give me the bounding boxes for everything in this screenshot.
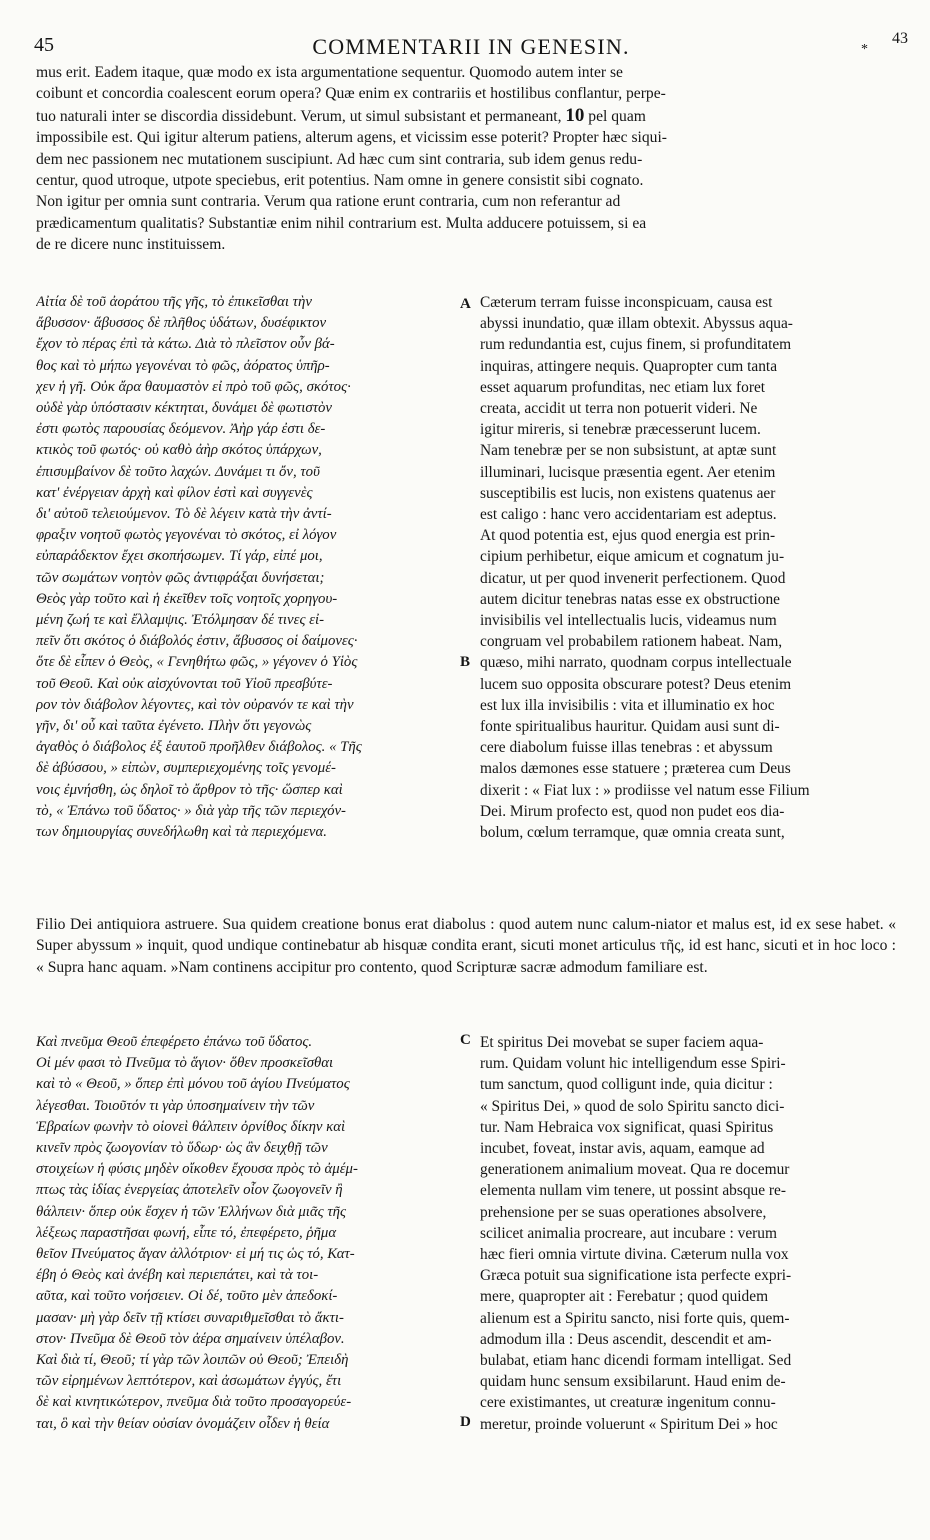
text-line: mus erit. Eadem itaque, quæ modo ex ista argumentatione sequentur. Quomodo autem inter se <box>36 64 623 81</box>
text-line: impossibile est. Qui igitur alterum patiens, alterum agens, et vicissim esse poterit? Propter hæc siqui- <box>36 129 667 147</box>
greek-text-line: ται, ὃ καὶ τὴν θείαν οὐσίαν ὀνομάζειν οἶδεν ἡ θεία <box>36 1415 330 1432</box>
text-line-suffix: pel quam <box>588 107 646 125</box>
latin-text-line: generationem animalium moveat. Qua re docemur <box>480 1161 790 1179</box>
greek-text-line: ἔχον τὸ πέρας ἐπὶ τὰ κάτω. Διὰ τὸ πλεῖστον οὖν βά- <box>36 336 335 353</box>
text-line: Filio Dei antiquiora astruere. Sua quidem creatione bonus erat diabolus : quod autem nunc calum- <box>36 916 656 933</box>
latin-text-line: scilicet animalia procreare, aut incubare : verum <box>480 1224 777 1242</box>
column-number-10: 10 <box>565 104 585 126</box>
greek-text-line: Αἰτία δὲ τοῦ ἀοράτου τῆς γῆς, τὸ ἐπικεῖσθαι τὴν <box>36 294 312 310</box>
greek-text-line: ἄβυσσον· ἄβυσσος δὲ πλῆθος ὑδάτων, δυσέφικτον <box>36 315 327 332</box>
middle-paragraph <box>36 914 896 978</box>
latin-text-line: est caligo : hanc vero accidentariam est adeptus. <box>480 506 777 524</box>
latin-text-line: fonte spiritualibus hauritur. Quidam ausi sunt di- <box>480 718 780 736</box>
text-line: dem nec passionem nec mutationem suscipiunt. Ad hæc cum sint contraria, sub idem genus redu- <box>36 150 643 168</box>
greek-text-line: ὅτε δὲ εἶπεν ὁ Θεὸς, « Γενηθήτω φῶς, » γέγονεν ὁ Υἱὸς <box>36 654 358 671</box>
latin-column-1 <box>480 292 895 843</box>
greek-text-line: των δημιουργίας συνεδήλωθη καὶ τὰ περιεχόμενα. <box>36 824 327 841</box>
greek-text-line: φραξιν νοητοῦ φωτὸς γεγονέναι τὸ σκότος, εἰ λόγον <box>36 527 337 544</box>
greek-text-line: στοιχείων ἡ φύσις μηδὲν οἴκοθεν ἔχουσα πρὸς τὸ ἀμέμ- <box>36 1161 358 1178</box>
text-line: centur, quod utroque, utpote speciebus, erit potentius. Nam omne in genere consistit sibi cognato. <box>36 172 644 190</box>
greek-text-line: λέξεως παραστῆσαι φωνή, εἶπε τό, ἐπεφέρετο, ῥῆμα <box>36 1224 337 1241</box>
latin-text-line: incubet, foveat, instar avis, aquam, eamque ad <box>480 1140 765 1158</box>
greek-text-line: ἐστι φωτὸς παρουσίας δεόμενον. Ἀὴρ γάρ ἐστι δε- <box>36 421 326 438</box>
greek-text-line: δὲ ἀβύσσου, » εἰπὼν, συμπεριεχομένης τοῖς γενομέ- <box>36 760 336 777</box>
text-line: Nam continens accipitur pro contento, quod Scripturæ sacræ admodum familiare est. <box>178 958 708 976</box>
running-title: COMMENTARII IN GENESIN. <box>312 34 630 59</box>
greek-text-line: κατ' ἐνέργειαν ἀρχὴ καὶ φίλον ἐστὶ καὶ συγγενὲς <box>36 484 313 501</box>
latin-text-line: illuminari, lucisque præsentia egent. Aer etenim <box>480 463 776 481</box>
latin-text-line: esset aquarum profunditas, nec etiam lux foret <box>480 378 766 396</box>
text-line: prædicamentum qualitatis? Substantiæ enim nihil contrarium est. Multa adducere potuissem, si ea <box>36 214 647 232</box>
greek-text-line: αῦτα, καὶ τοῦτο νοήσειεν. Οἱ δέ, τοῦτο μὲν ἀπεδοκί- <box>36 1288 338 1305</box>
latin-text-line: Nam tenebræ per se non subsistunt, at aptæ sunt <box>480 442 777 460</box>
latin-text-line: Cæterum terram fuisse inconspicuam, causa est <box>480 294 773 311</box>
greek-text-line: θος καὶ τὸ μήπω γεγονέναι τὸ φῶς, ἀόρατος ὑπῆρ- <box>36 357 330 374</box>
latin-text-line: cere diabolum fuisse illas tenebras : et abyssum <box>480 739 773 757</box>
latin-text-line: elementa nullam vim tenere, ut possint absque re- <box>480 1182 787 1200</box>
greek-text-line: θάλπειν· ὅπερ οὐκ ἔσχεν ἡ τῶν Ἑλλήνων διὰ μιᾶς τῆς <box>36 1203 347 1220</box>
latin-text-line: Græca potuit sua significatione ista perfecte expri- <box>480 1267 792 1285</box>
greek-text-line: οὐδὲ γὰρ ὑπόστασιν κέκτηται, δυνάμει δὲ φωτιστὸν <box>36 400 332 417</box>
latin-text-line: hæc fieri omnia virtute divina. Cæterum nulla vox <box>480 1246 789 1264</box>
latin-text-line: malos dæmones esse statuere ; præterea cum Deus <box>480 760 791 778</box>
greek-text-line: εὐπαράδεκτον ἔχει σκοπήσωμεν. Τί γάρ, εἰπέ μοι, <box>36 548 323 565</box>
greek-text-line: νοις ἐμνήσθη, ὡς δηλοῖ τὸ ἄρθρον τὸ τῆς· ὥσπερ καὶ <box>36 781 343 798</box>
latin-text-line: dixerit : « Fiat lux : » prodiisse vel natum esse Filium <box>480 781 810 799</box>
latin-text-line: cere existimantes, ut creaturæ ingenitum connu- <box>480 1394 776 1412</box>
greek-text-line: δὲ καὶ κινητικώτερον, πνεῦμα διὰ τοῦτο προσαγορεύε- <box>36 1394 352 1411</box>
greek-text-line: γῆν, δι' οὗ καὶ ταῦτα ἐγένετο. Πλὴν ὅτι γεγονὼς <box>36 718 312 735</box>
latin-text-line: « Spiritus Dei, » quod de solo Spiritu sancto dici- <box>480 1097 785 1115</box>
latin-text-line: quæso, mihi narrato, quodnam corpus intellectuale <box>480 654 792 672</box>
greek-text-line: χεν ἡ γῆ. Οὐκ ἄρα θαυμαστὸν εἰ πρὸ τοῦ φῶς, σκότος· <box>36 378 351 395</box>
latin-text-line: admodum illa : Deus ascendit, descendit et am- <box>480 1330 772 1348</box>
text-line: de re dicere nunc instituissem. <box>36 236 226 254</box>
greek-text-line: έβη ὁ Θεὸς καὶ ἀνέβη καὶ περιεπάτει, καὶ τὰ τοι- <box>36 1267 319 1284</box>
latin-text-line: mere, quapropter ait : Ferebatur ; quod quidem <box>480 1288 769 1306</box>
greek-text-line: μένη ζωή τε καὶ ἔλλαμψις. Ἐτόλμησαν δέ τινες εἰ- <box>36 612 325 629</box>
latin-text-line: autem dicitur tenebras natas esse ex obstructione <box>480 590 781 608</box>
text-line: tuo naturali inter se discordia dissidebunt. Verum, ut simul subsistant et permaneant, <box>36 107 562 125</box>
greek-text-line: Θεὸς γὰρ τοῦτο καὶ ἡ ἐκεῖθεν τοῖς νοητοῖς χορηγου- <box>36 590 338 607</box>
greek-text-line: καὶ τὸ « Θεοῦ, » ὅπερ ἐπὶ μόνου τοῦ ἁγίου Πνεύματος <box>36 1076 350 1093</box>
latin-text-line: abyssi inundatio, quæ illam obtexit. Abyssus aqua- <box>480 315 793 333</box>
latin-text-line: bolum, cœlum terramque, quæ omnia creata sunt, <box>480 824 785 842</box>
greek-text-line: θεῖον Πνεύματος ἄγαν ἀλλότριον· εἰ μή τις ὡς τό, Κατ- <box>36 1246 355 1263</box>
greek-text-line: Καὶ πνεῦμα Θεοῦ ἐπεφέρετο ἐπάνω τοῦ ὕδατος. <box>36 1034 313 1050</box>
intro-paragraph <box>36 62 896 256</box>
latin-text-line: lucem suo opposita obscurare potest? Deus etenim <box>480 675 792 693</box>
greek-text-line: τοῦ Θεοῦ. Καὶ οὐκ αἰσχύνονται τοῦ Υἱοῦ πρεσβύτε- <box>36 675 333 692</box>
greek-text-line: στον· Πνεῦμα δὲ Θεοῦ τὸν ἀέρα σημαίνειν ὑπέλαβον. <box>36 1330 345 1347</box>
latin-text-line: tum sanctum, quod colligunt inde, quia dicitur : <box>480 1076 773 1094</box>
greek-text-line: τῶν σωμάτων νοητὸν φῶς ἀντιφράξαι δυνήσεται; <box>36 569 325 586</box>
greek-text-line: τῶν εἰρημένων λεπτότερον, καὶ ἀσωμάτων ἐγγύς, ἔτι <box>36 1373 342 1390</box>
latin-text-line: inquiras, attingere nequis. Quapropter cum tanta <box>480 357 778 375</box>
greek-text-line: Ἑβραίων φωνὴν τὸ οἱονεὶ θάλπειν ὀρνίθος δίκην καὶ <box>36 1118 346 1135</box>
latin-text-line: cipium perhibetur, eique amicum et cognatum ju- <box>480 548 785 566</box>
latin-text-line: prehensione per se suas operationes absolvere, <box>480 1203 767 1221</box>
text-line: coibunt et concordia coalescent eorum opera? Quæ enim ex contrariis et hostilibus conflantur, perpe- <box>36 85 666 103</box>
greek-text-line: ἐπισυμβαίνον δὲ τοῦτο λαχών. Δυνάμει τι ὄν, τοῦ <box>36 463 320 480</box>
text-line: quæ condita erant, sicuti monet articulus τῆς, id est hanc, sicuti et in hoc loco : « Supra hanc aquam. » <box>36 937 897 976</box>
greek-text-line: πεῖν ὅτι σκότος ὁ διάβολός ἐστιν, ἄβυσσος οἱ δαίμονες· <box>36 633 358 650</box>
greek-text-line: λέγεσθαι. Τοιοῦτόν τι γὰρ ὑποσημαίνειν τὴν τῶν <box>36 1097 315 1114</box>
greek-text-line: κτικὸς τοῦ φωτός· οὐ καθὸ ἀὴρ σκότος ὑπάρχων, <box>36 442 322 459</box>
latin-text-line: dicatur, ut per quod invenerit perfectionem. Quod <box>480 569 786 587</box>
greek-text-line: δι' αὐτοῦ τελειούμενον. Τὸ δὲ λέγειν κατὰ τὴν ἀντί- <box>36 506 332 523</box>
latin-column-2 <box>480 1032 895 1435</box>
latin-text-line: quidam hunc sensum exsibilarunt. Haud enim de- <box>480 1373 786 1391</box>
latin-text-line: meretur, proinde voluerunt « Spiritum Dei » hoc <box>480 1415 778 1433</box>
page-number-right: 43 <box>892 30 908 47</box>
page-number-left: 45 <box>34 34 54 56</box>
greek-text-line: Οἱ μέν φασι τὸ Πνεῦμα τὸ ἅγιον· ὅθεν προσκεῖσθαι <box>36 1055 334 1072</box>
latin-text-line: rum. Quidam volunt hic intelligendum esse Spiri- <box>480 1055 786 1073</box>
latin-text-line: bulabat, etiam hanc dicendi formam intelligat. Sed <box>480 1352 792 1370</box>
text-line: niator et malus est, id ex sese habet. « Super abyssum » inquit, quod undique continebatur ab his <box>36 916 896 955</box>
greek-text-line: ἀγαθὸς ὁ διάβολος ἐξ ἑαυτοῦ προῆλθεν διάβολος. « Τῆς <box>36 739 362 756</box>
latin-text-line: igitur mireris, si tenebræ præcesserunt lucem. <box>480 421 761 439</box>
latin-text-line: Dei. Mirum profecto est, quod non pudet eos dia- <box>480 802 785 820</box>
latin-text-line: est lux illa invisibilis : vita et illuminatio ex hoc <box>480 696 775 714</box>
asterisk-mark: * <box>861 42 868 57</box>
margin-marker-a: A <box>460 296 471 312</box>
latin-text-line: rum redundantia est, cujus finem, si profunditatem <box>480 336 792 354</box>
greek-column-2 <box>36 1032 456 1435</box>
latin-text-line: tur. Nam Hebraica vox significat, quasi Spiritus <box>480 1118 774 1136</box>
latin-text-line: susceptibilis est lucis, non existens quatenus aer <box>480 484 776 502</box>
latin-text-line: alienum est a Spiritu sancto, nisi forte quis, quem- <box>480 1309 790 1327</box>
greek-text-line: μασαν· μὴ γὰρ δεῖν τῇ κτίσει συναριθμεῖσθαι τὸ ἄκτι- <box>36 1309 344 1326</box>
margin-marker-b: B <box>460 654 471 670</box>
latin-text-line: congruam vel probabilem rationem habeat. Nam, <box>480 633 783 651</box>
latin-text-line: creata, accidit ut terra non potuerit videri. Ne <box>480 400 758 418</box>
margin-marker-c: C <box>460 1032 471 1048</box>
latin-text-line: Et spiritus Dei movebat se super faciem aqua- <box>480 1034 764 1051</box>
greek-text-line: κινεῖν πρὸς ζωογονίαν τὸ ὕδωρ· ὡς ἂν δειχθῇ τῶν <box>36 1140 328 1157</box>
margin-marker-d: D <box>460 1414 471 1430</box>
greek-column-1 <box>36 292 456 843</box>
latin-text-line: invisibilis vel intellectualis lucis, videamus num <box>480 612 777 630</box>
greek-text-line: τὸ, « Ἐπάνω τοῦ ὕδατος· » διὰ γὰρ τῆς τῶν περιεχόν- <box>36 802 346 819</box>
page-header <box>34 28 908 62</box>
greek-text-line: πτως τὰς ἰδίας ἐνεργείας ἀποτελεῖν οἷον ζωογονεῖν ἢ <box>36 1182 343 1199</box>
text-line: Non igitur per omnia sunt contraria. Verum qua ratione erunt contraria, cum non referantur ad <box>36 193 621 211</box>
latin-text-line: At quod potentia est, ejus quod energia est prin- <box>480 527 776 545</box>
greek-text-line: ρον τὸν διάβολον λέγοντες, καὶ τὸν οὐρανόν τε καὶ τὴν <box>36 696 354 713</box>
greek-text-line: Καὶ διὰ τί, Θεοῦ; τί γὰρ τῶν λοιπῶν οὐ Θεοῦ; Ἐπειδὴ <box>36 1352 349 1369</box>
